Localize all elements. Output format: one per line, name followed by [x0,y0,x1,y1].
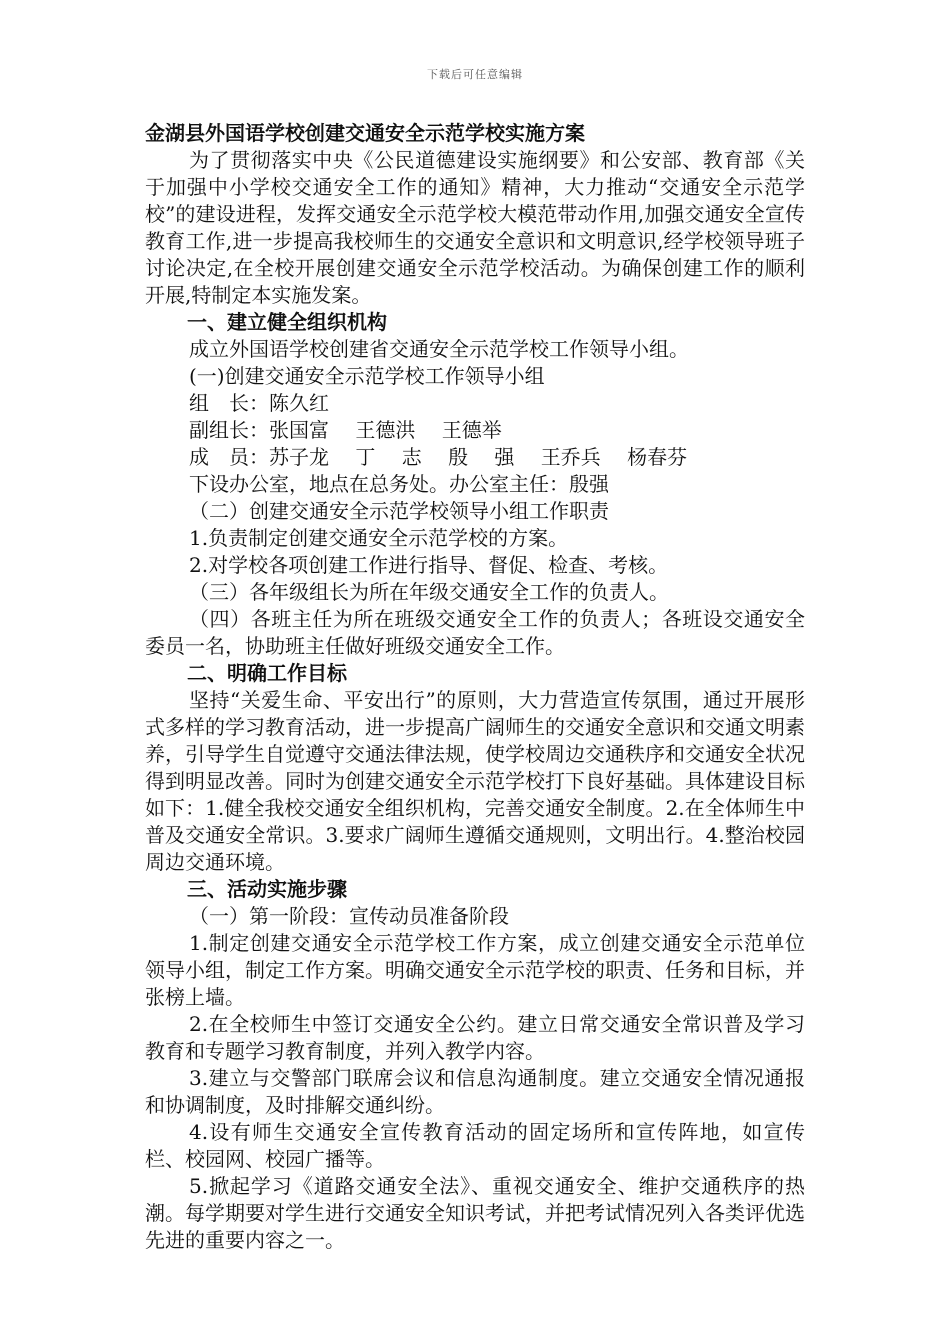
page-header-note: 下载后可任意编辑 [427,68,523,81]
section-1-sub-2: （二）创建交通安全示范学校领导小组工作职责 [189,499,609,523]
leader-line: 组 长：陈久红 [189,391,329,415]
members-line: 成 员：苏子龙 丁 志 殷 强 王乔兵 杨春芬 [189,445,688,469]
section-1-paragraph: 成立外国语学校创建省交通安全示范学校工作领导小组。 [189,337,689,361]
deputy-line: 副组长：张国富 王德洪 王德举 [189,418,502,442]
section-2-paragraph: 坚持“关爱生命、平安出行”的原则，大力营造宣传氛围，通过开展形式多样的学习教育活动，进一步提高广阔师生的交通安全意识和交通文明素养，引导学生自觉遵守交通法律法规，使学校周边交通秩序和交通安全状况得到明显改善。同时为创建交通安全示范学校打下良好基础。具体建设目标如下：1.健全我校交通安全组织机构，完善交通安全制度。2.在全体师生中普及交通安全常识。3.要求广阔师生遵循交通规则，文明出行。4.整治校园周边交通环境。 [145,688,805,874]
section-2-heading: 二、明确工作目标 [187,661,347,685]
phase-1-item-1: 1.制定创建交通安全示范学校工作方案，成立创建交通安全示范单位领导小组，制定工作方案。明确交通安全示范学校的职责、任务和目标，并张榜上墙。 [145,931,805,1009]
section-1-sub-1: (一)创建交通安全示范学校工作领导小组 [189,364,545,388]
document-body [145,120,805,1254]
phase-1-item-2: 2.在全校师生中签订交通安全公约。建立日常交通安全常识普及学习教育和专题学习教育制度，并列入教学内容。 [145,1012,805,1063]
duty-item-2: 2.对学校各项创建工作进行指导、督促、检查、考核。 [189,553,669,577]
office-line: 下设办公室，地点在总务处。办公室主任：殷强 [189,472,609,496]
duty-item-1: 1.负责制定创建交通安全示范学校的方案。 [189,526,569,550]
phase-1-item-4: 4.设有师生交通安全宣传教育活动的固定场所和宣传阵地，如宣传栏、校园网、校园广播等。 [145,1120,805,1171]
intro-paragraph: 为了贯彻落实中央《公民道德建设实施纲要》和公安部、教育部《关于加强中小学校交通安全工作的通知》精神，大力推动“交通安全示范学校”的建设进程，发挥交通安全示范学校大模范带动作用,加强交通安全宣传教育工作,进一步提高我校师生的交通安全意识和文明意识,经学校领导班子讨论决定,在全校开展创建交通安全示范学校活动。为确保创建工作的顺利开展,特制定本实施发案。 [145,148,805,307]
section-3-heading: 三、活动实施步骤 [187,877,347,901]
document-title: 金湖县外国语学校创建交通安全示范学校实施方案 [145,121,585,145]
phase-1-heading: （一）第一阶段：宣传动员准备阶段 [189,904,509,928]
section-1-heading: 一、建立健全组织机构 [187,310,387,334]
section-1-sub-3: （三）各年级组长为所在年级交通安全工作的负责人。 [189,580,669,604]
section-1-sub-4: （四）各班主任为所在班级交通安全工作的负责人；各班设交通安全委员一名，协助班主任做好班级交通安全工作。 [145,607,805,658]
phase-1-item-3: 3.建立与交警部门联席会议和信息沟通制度。建立交通安全情况通报和协调制度，及时排解交通纠纷。 [145,1066,805,1117]
phase-1-item-5: 5.掀起学习《道路交通安全法》、重视交通安全、维护交通秩序的热潮。每学期要对学生进行交通安全知识考试，并把考试情况列入各类评优选先进的重要内容之一。 [145,1174,805,1252]
